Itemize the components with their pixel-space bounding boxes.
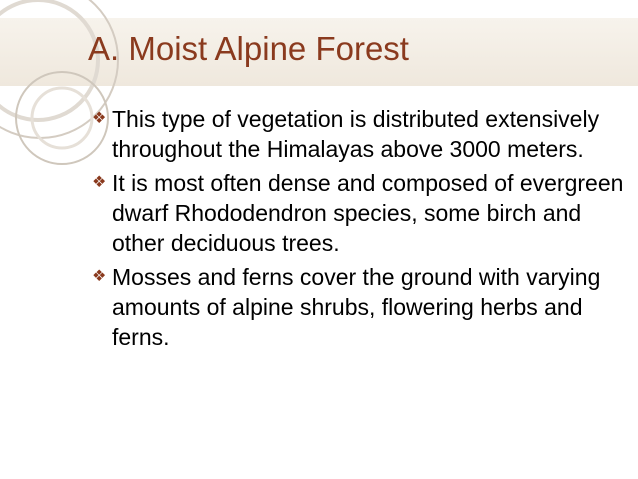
bullet-text: This type of vegetation is distributed extensively throughout the Himalayas above 3000 meters. [112,106,600,162]
bullet-item [92,168,632,258]
diamond-cluster-icon: ❖ [92,174,107,191]
bullet-list [92,104,632,356]
bullet-item [92,262,632,352]
diamond-cluster-icon: ❖ [92,268,107,285]
bullet-text: Mosses and ferns cover the ground with varying amounts of alpine shrubs, flowering herbs and ferns. [112,264,601,350]
slide-title: A. Moist Alpine Forest [88,30,409,67]
bullet-item [92,104,632,164]
bullet-text: It is most often dense and composed of evergreen dwarf Rhododendron species, some birch and other deciduous trees. [112,170,624,256]
diamond-cluster-icon: ❖ [92,110,107,127]
